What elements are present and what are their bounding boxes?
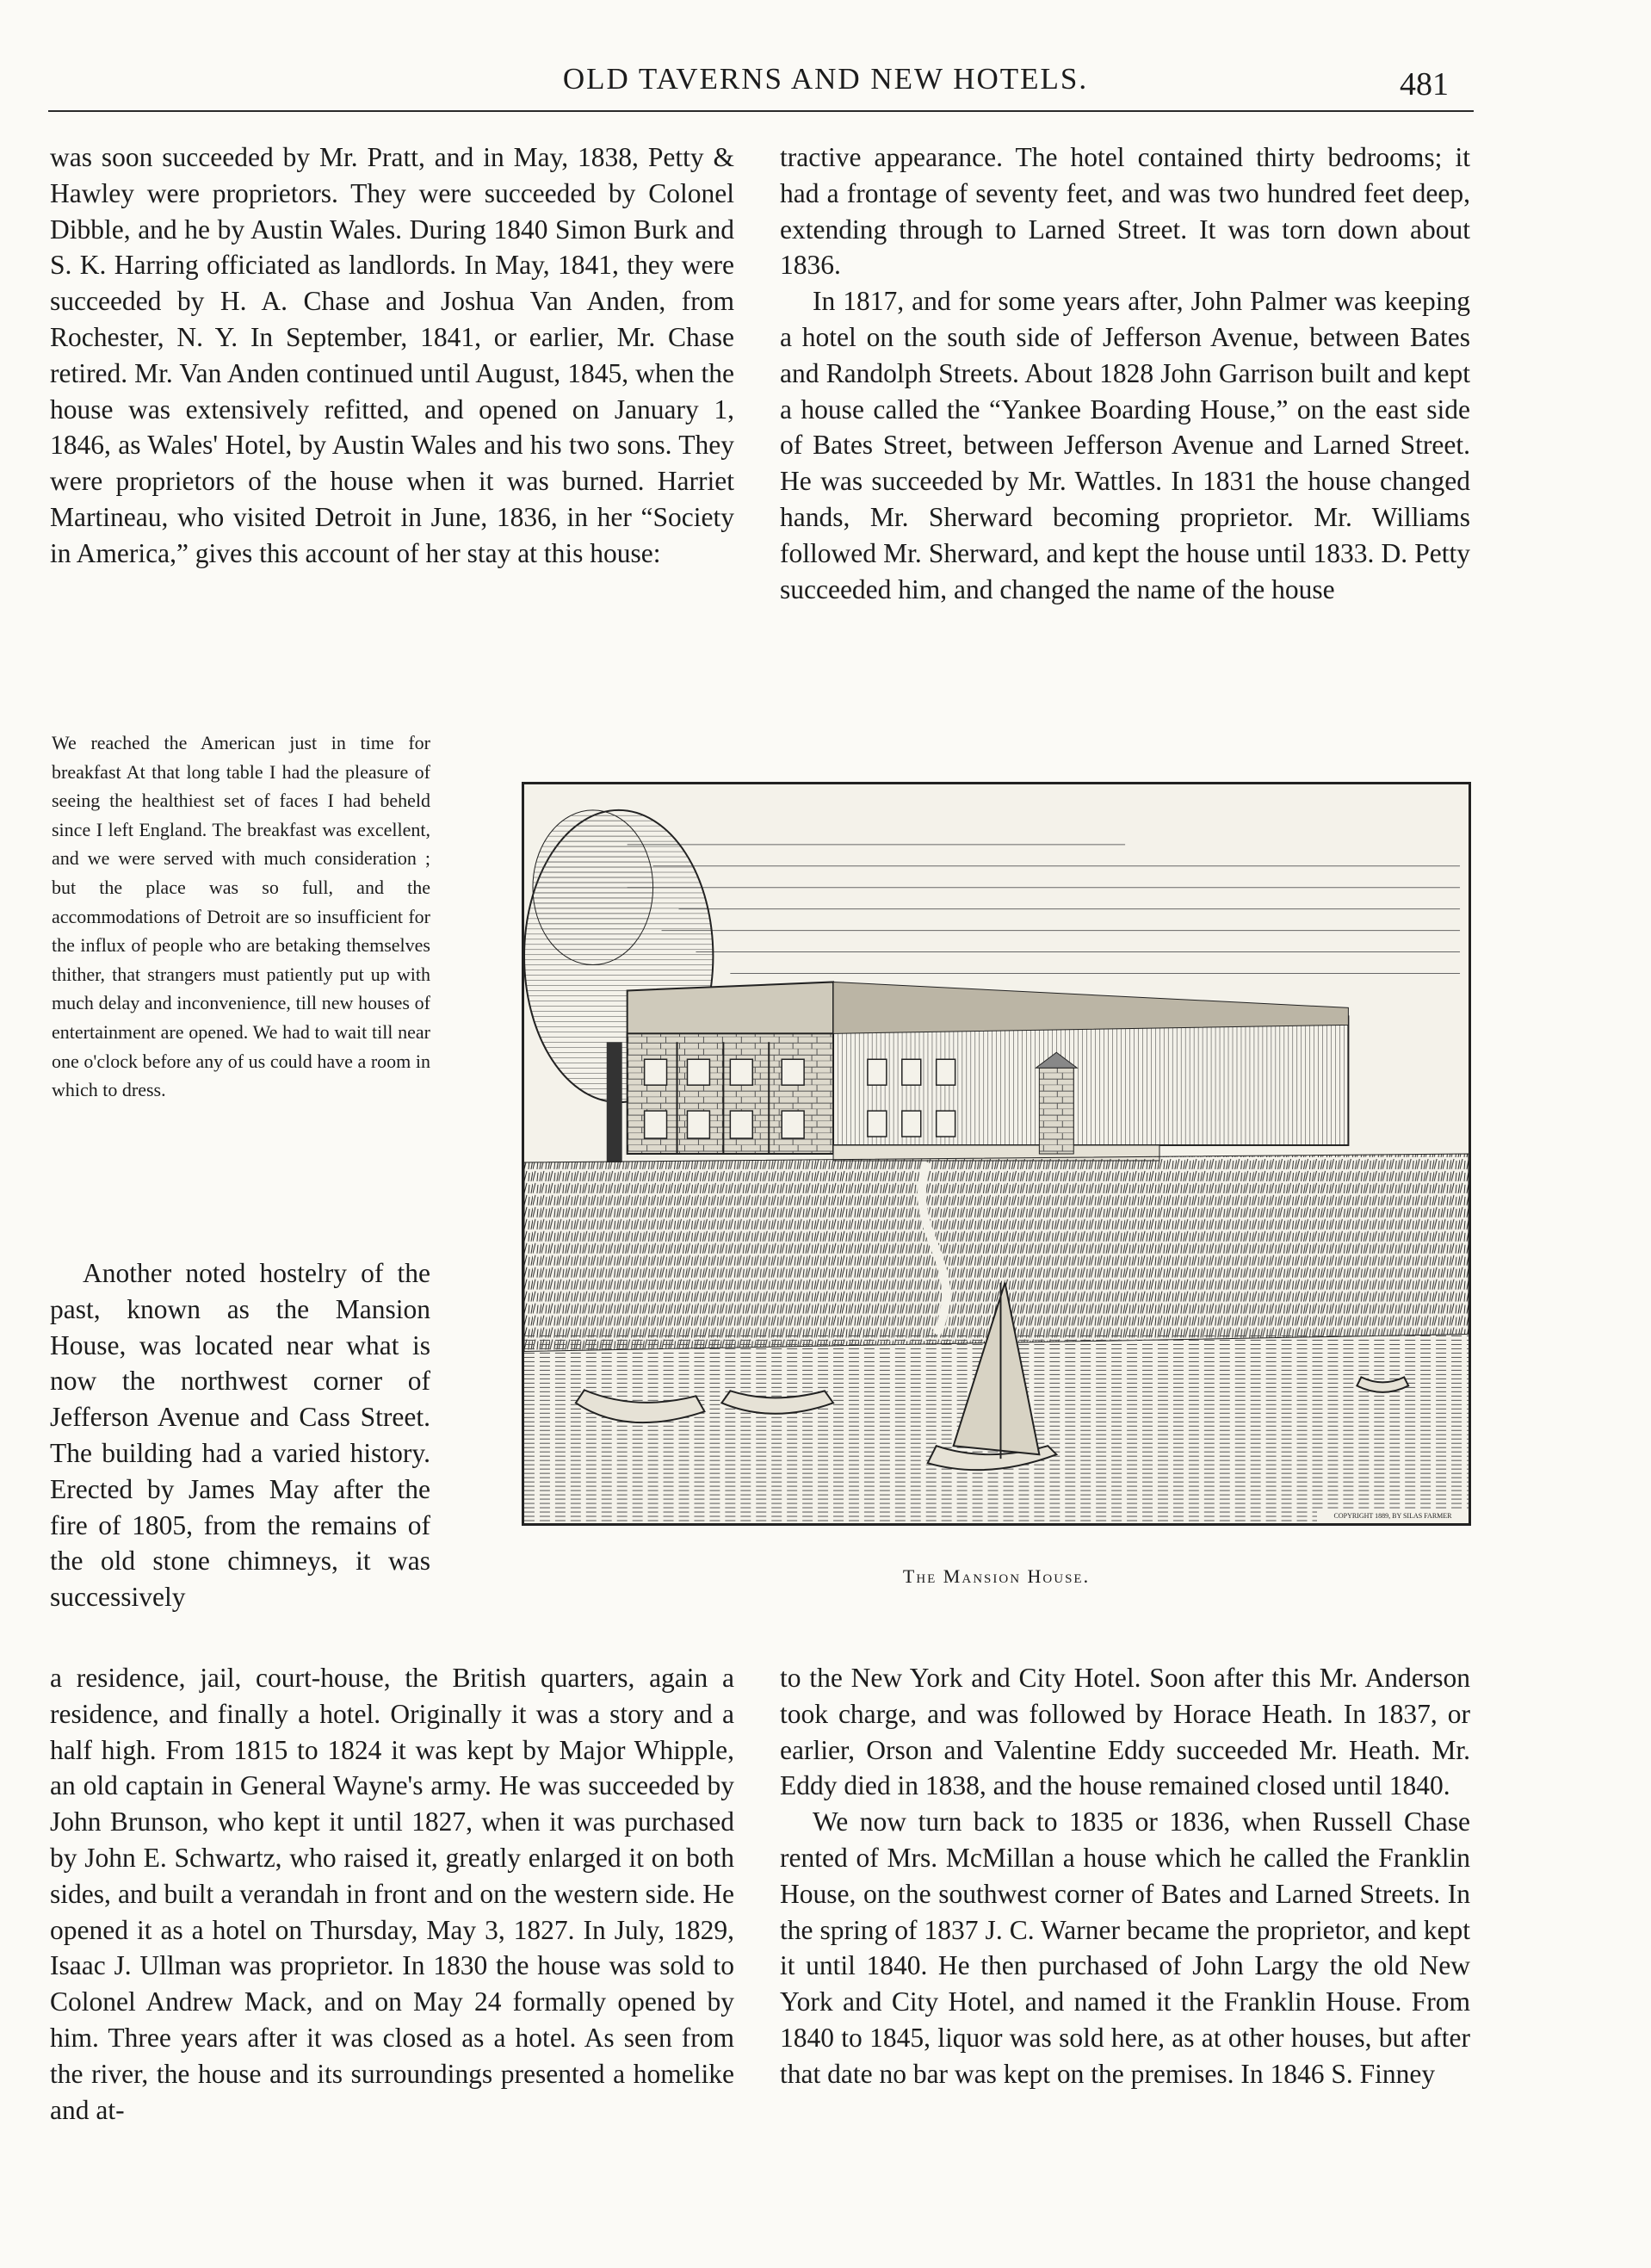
figure-caption: The Mansion House. xyxy=(902,1565,1091,1587)
paragraph: to the New York and City Hotel. Soon after this Mr. Anderson took charge, and was followed by Horace Heath. In 1837, or earlier, Orson and Valentine Eddy succeeded Mr. Heath. Mr. Eddy died in 1838, and the house remained closed until 1840. xyxy=(780,1663,1470,1801)
left-column-bottom xyxy=(50,1660,734,2128)
martineau-quote: We reached the American just in time for breakfast At that long table I had the pleasure of seeing the healthiest set of faces I had beheld since I left England. The breakfast was excellent, and we were served with much consideration ; but the place was so full, and the accommodations of Detroit are so insufficient for the influx of people who are betaking themselves thither, that strangers must patiently put up with much delay and inconvenience, till new houses of entertainment are opened. We had to wait till near one o'clock before any of us could have a room in which to dress. xyxy=(52,732,430,1101)
paragraph: was soon succeeded by Mr. Pratt, and in May, 1838, Petty & Hawley were proprietors. They were succeeded by Colonel Dibble, and he by Austin Wales. During 1840 Simon Burk and S. K. Harring officiated as landlords. In May, 1841, they were succeeded by H. A. Chase and Joshua Van Anden, from Rochester, N. Y. In September, 1841, or earlier, Mr. Chase retired. Mr. Van Anden continued until August, 1845, when the house was extensively refitted, and opened on January 1, 1846, as Wales' Hotel, by Austin Wales and his two sons. They were proprietors of the house when it was burned. Harriet Martineau, who visited Detroit in June, 1836, in her “Society in America,” gives this account of her stay at this house: xyxy=(50,142,734,568)
paragraph: tractive appearance. The hotel contained thirty bedrooms; it had a frontage of seventy feet, and was two hundred feet deep, extending through to Larned Street. It was torn down about 1836. xyxy=(780,142,1470,281)
engraving-illustration xyxy=(524,784,1469,1523)
right-column-bottom xyxy=(780,1660,1470,2092)
running-title: OLD TAVERNS AND NEW HOTELS. xyxy=(562,62,1089,96)
paragraph: a residence, jail, court-house, the British quarters, again a residence, and finally a hotel. Originally it was a story and a half high. From 1815 to 1824 it was kept by Major Whipple, an old captain in General Wayne's army. He was succeeded by John Brunson, who kept it until 1827, when it was purchased by John E. Schwartz, who raised it, greatly enlarged it on both sides, and built a verandah in front and on the western side. He opened it as a hotel on Thursday, May 3, 1827. In July, 1829, Isaac J. Ullman was proprietor. In 1830 the house was sold to Colonel Andrew Mack, and on May 24 formally opened by him. Three years after it was closed as a hotel. As seen from the river, the house and its surroundings presented a homelike and at- xyxy=(50,1663,734,2125)
page-number: 481 xyxy=(1400,66,1449,102)
paragraph: We now turn back to 1835 or 1836, when Russell Chase rented of Mrs. McMillan a house which he called the Franklin House, on the southwest corner of Bates and Larned Streets. In the spring of 1837 J. C. Warner became the proprietor, and kept it until 1840. He then purchased of John Largy the old New York and City Hotel, and named it the Franklin House. From 1840 to 1845, liquor was sold here, as at other houses, but after that date no bar was kept on the premises. In 1846 S. Finney xyxy=(780,1806,1470,2089)
hotel-building xyxy=(628,982,1349,1161)
mansion-house-engraving xyxy=(522,782,1471,1526)
paragraph: In 1817, and for some years after, John Palmer was keeping a hotel on the south side of Jefferson Avenue, between Bates and Randolph Streets. About 1828 John Garrison built and kept a house called the “Yankee Boarding House,” on the east side of Bates Street, between Jefferson Avenue and Larned Street. He was succeeded by Mr. Wattles. In 1831 the house changed hands, Mr. Sherward becoming proprietor. Mr. Williams followed Mr. Sherward, and kept the house until 1833. D. Petty succeeded him, and changed the name of the house xyxy=(780,286,1470,604)
paragraph: Another noted hostelry of the past, known as the Mansion House, was located near what is now the northwest corner of Jefferson Avenue and Cass Street. The building had a varied history. Erected by James May after the fire of 1805, from the remains of the old stone chimneys, it was successively xyxy=(50,1258,430,1613)
engraving-copyright: COPYRIGHT 1889, BY SILAS FARMER xyxy=(1317,1510,1469,1522)
header-rule xyxy=(48,110,1474,112)
left-column-narrow xyxy=(50,1255,430,1615)
right-column-top xyxy=(780,139,1470,607)
left-column-top xyxy=(50,139,734,572)
